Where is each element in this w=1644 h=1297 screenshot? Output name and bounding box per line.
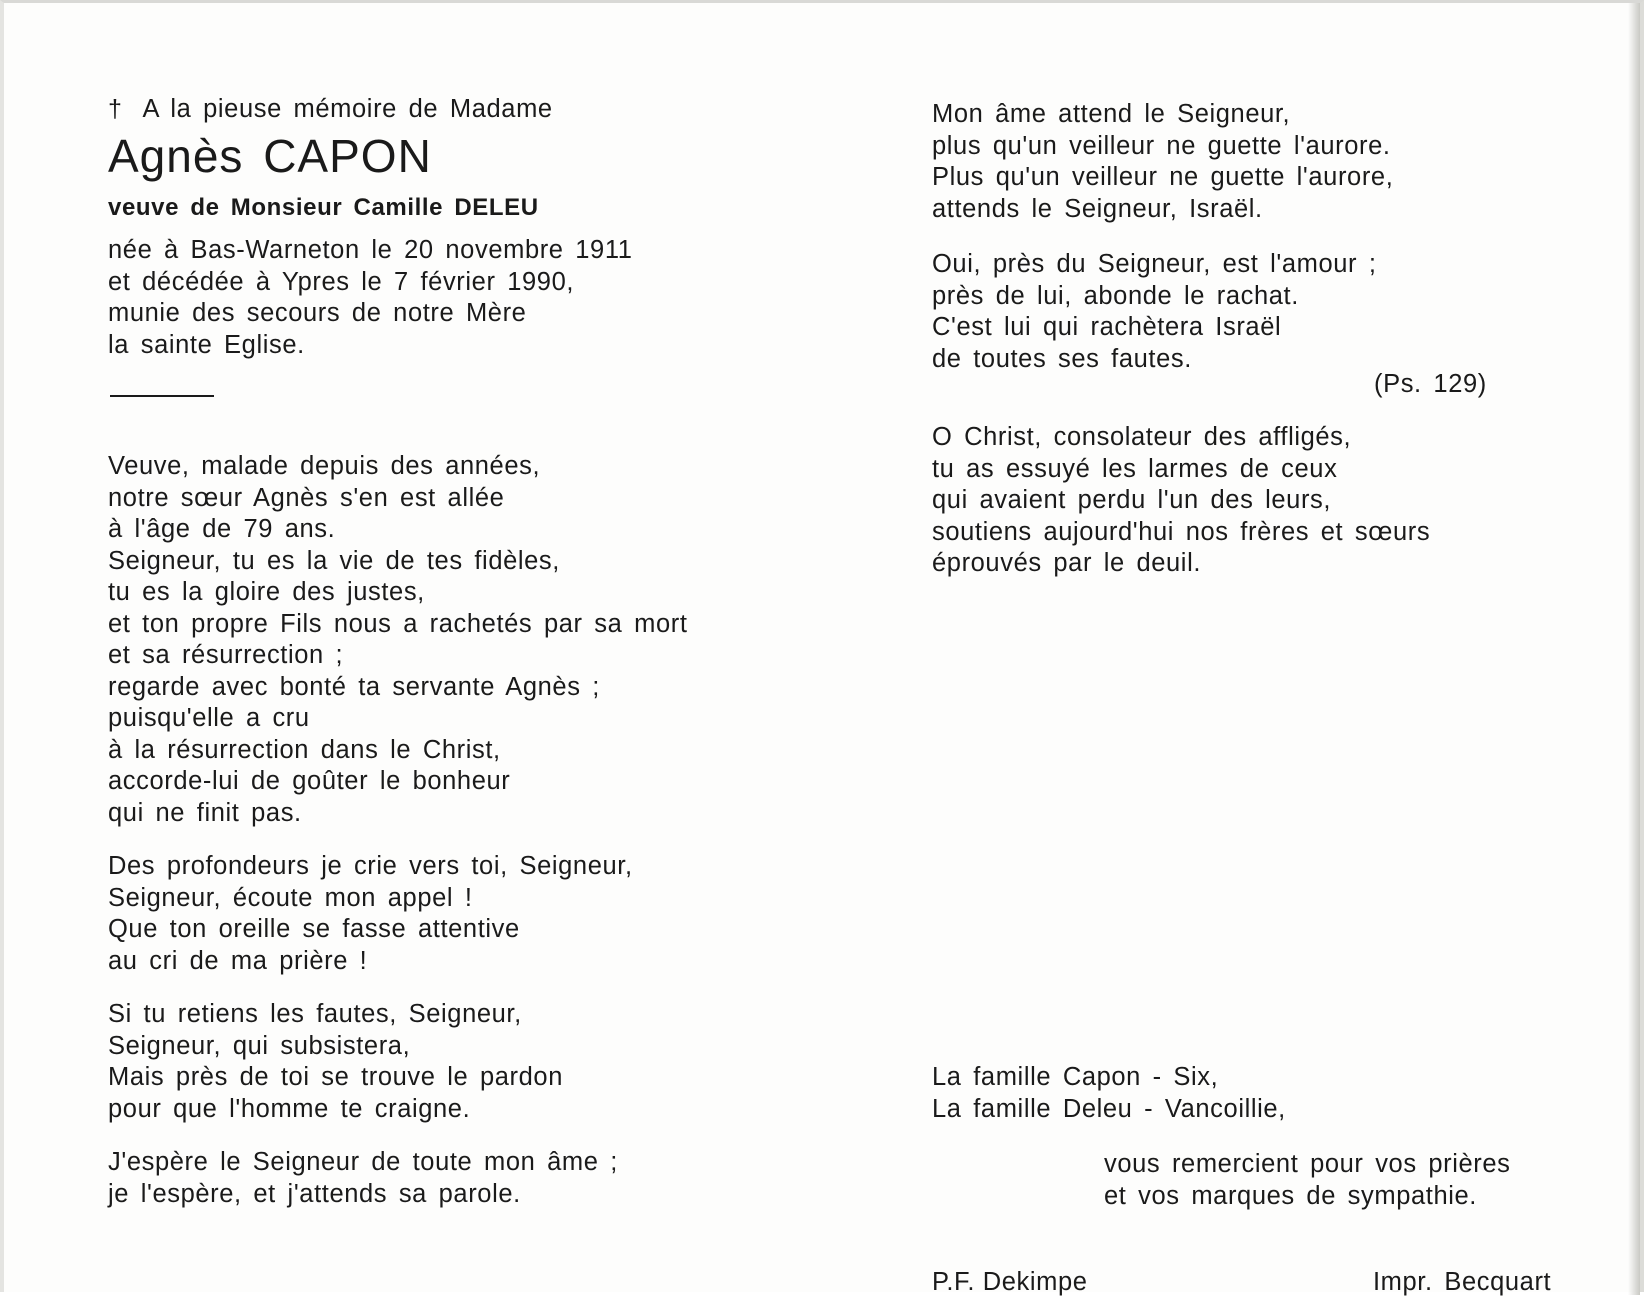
psalm-line: Mais près de toi se trouve le pardon xyxy=(108,1063,563,1091)
printer-credit: Impr. Becquart xyxy=(1373,1268,1552,1296)
card-edge-shadow xyxy=(1628,3,1640,1295)
family-line: La famille Deleu - Vancoillie, xyxy=(932,1094,1286,1123)
prayer-line: qui ne finit pas. xyxy=(108,798,302,827)
psalm-line: près de lui, abonde le rachat. xyxy=(932,281,1299,310)
thanks-line: vous remercient pour vos prières xyxy=(1104,1150,1511,1178)
closing-line: tu as essuyé les larmes de ceux xyxy=(932,454,1338,483)
psalm-line: attends le Seigneur, Israël. xyxy=(932,194,1263,223)
bio-line: la sainte Eglise. xyxy=(108,330,305,359)
psalm-line: Plus qu'un veilleur ne guette l'aurore, xyxy=(932,163,1394,191)
prayer-line: et sa résurrection ; xyxy=(108,641,344,669)
family-line: La famille Capon - Six, xyxy=(932,1063,1219,1091)
psalm-line: Si tu retiens les fautes, Seigneur, xyxy=(108,1000,522,1028)
closing-prayer xyxy=(932,422,1430,580)
prayer-line: à la résurrection dans le Christ, xyxy=(108,735,501,764)
psalm-line: Seigneur, écoute mon appel ! xyxy=(108,883,473,912)
prayer-line: tu es la gloire des justes, xyxy=(108,578,425,606)
bio-line: et décédée à Ypres le 7 février 1990, xyxy=(108,267,575,296)
prayer-line: Veuve, malade depuis des années, xyxy=(108,452,541,480)
closing-line: éprouvés par le deuil. xyxy=(932,549,1202,577)
prayer-line: notre sœur Agnès s'en est allée xyxy=(108,483,505,512)
closing-line: qui avaient perdu l'un des leurs, xyxy=(932,486,1332,514)
psalm-stanza-5 xyxy=(932,249,1377,375)
closing-line: O Christ, consolateur des affligés, xyxy=(932,423,1352,451)
cross-icon: † xyxy=(108,95,123,123)
deceased-name: Agnès CAPON xyxy=(108,130,432,182)
prayer-line: regarde avec bonté ta servante Agnès ; xyxy=(108,672,600,701)
prayer-line: Seigneur, tu es la vie de tes fidèles, xyxy=(108,546,560,575)
psalm-line: Oui, près du Seigneur, est l'amour ; xyxy=(932,250,1377,278)
memorial-heading xyxy=(108,95,553,124)
widow-of-line: veuve de Monsieur Camille DELEU xyxy=(108,194,539,221)
prayer-text xyxy=(108,451,688,829)
psalm-line: J'espère le Seigneur de toute mon âme ; xyxy=(108,1148,618,1176)
psalm-line: Que ton oreille se fasse attentive xyxy=(108,915,520,943)
biography xyxy=(108,235,633,361)
bio-line: munie des secours de notre Mère xyxy=(108,299,527,327)
psalm-line: pour que l'homme te craigne. xyxy=(108,1094,471,1123)
family-names xyxy=(932,1062,1286,1125)
psalm-line: Des profondeurs je crie vers toi, Seigneur, xyxy=(108,852,633,880)
psalm-line: je l'espère, et j'attends sa parole. xyxy=(108,1179,521,1208)
funeral-home: P.F. Dekimpe xyxy=(932,1268,1088,1296)
psalm-line: plus qu'un veilleur ne guette l'aurore. xyxy=(932,131,1391,160)
divider xyxy=(110,395,214,397)
psalm-reference: (Ps. 129) xyxy=(1374,370,1487,398)
closing-line: soutiens aujourd'hui nos frères et sœurs xyxy=(932,517,1431,546)
psalm-line: au cri de ma prière ! xyxy=(108,946,368,975)
prayer-line: puisqu'elle a cru xyxy=(108,704,310,732)
psalm-stanza-3 xyxy=(108,1147,618,1210)
prayer-line: accorde-lui de goûter le bonheur xyxy=(108,767,511,795)
psalm-stanza-1 xyxy=(108,851,633,977)
psalm-line: de toutes ses fautes. xyxy=(932,344,1192,373)
thanks-line: et vos marques de sympathie. xyxy=(1104,1181,1477,1210)
prayer-line: et ton propre Fils nous a rachetés par sa mort xyxy=(108,609,688,638)
prayer-line: à l'âge de 79 ans. xyxy=(108,515,336,543)
bio-line: née à Bas-Warneton le 20 novembre 1911 xyxy=(108,236,633,264)
psalm-stanza-2 xyxy=(108,999,563,1125)
psalm-line: C'est lui qui rachètera Israël xyxy=(932,313,1282,341)
psalm-line: Mon âme attend le Seigneur, xyxy=(932,100,1291,128)
memorial-line: A la pieuse mémoire de Madame xyxy=(142,95,553,123)
psalm-stanza-4 xyxy=(932,99,1393,225)
psalm-line: Seigneur, qui subsistera, xyxy=(108,1031,411,1060)
thanks-message xyxy=(1104,1149,1511,1212)
